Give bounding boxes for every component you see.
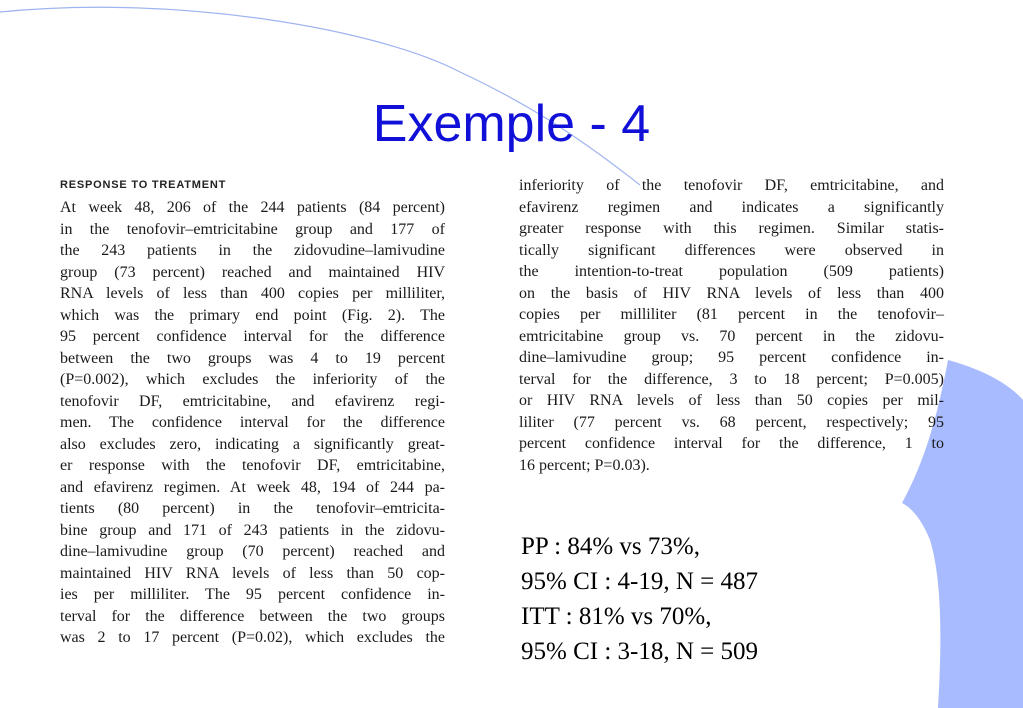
- text-line: men. The confidence interval for the difference: [60, 414, 445, 431]
- summary-line: ITT : 81% vs 70%,: [521, 603, 712, 630]
- summary-line: PP : 84% vs 73%,: [521, 533, 700, 560]
- text-line: the intention-to-treat population (509 patients): [519, 263, 944, 280]
- text-line: emtricitabine group vs. 70 percent in the zidovu-: [519, 327, 944, 345]
- text-line: dine–lamivudine group; 95 percent confidence in-: [519, 349, 944, 366]
- summary-line: 95% CI : 3-18, N = 509: [521, 638, 758, 665]
- text-line: on the basis of HIV RNA levels of less than 400: [519, 284, 944, 302]
- text-line: also excludes zero, indicating a significantly great-: [60, 435, 445, 453]
- text-line: (P=0.002), which excludes the inferiority of the: [60, 371, 445, 388]
- text-line: percent confidence interval for the difference, 1 to: [519, 435, 944, 452]
- text-line: tients (80 percent) in the tenofovir–emtricita-: [60, 500, 445, 517]
- text-line: which was the primary end point (Fig. 2). The: [60, 306, 445, 324]
- slide-title: Exemple - 4: [372, 95, 651, 153]
- text-line: between the two groups was 4 to 19 percent: [60, 349, 445, 367]
- summary-line: 95% CI : 4-19, N = 487: [521, 568, 758, 595]
- summary-block: [521, 529, 758, 669]
- text-line: terval for the difference, 3 to 18 percent; P=0.005): [519, 370, 944, 388]
- text-line: tenofovir DF, emtricitabine, and efavirenz regi-: [60, 392, 445, 410]
- text-line: RNA levels of less than 400 copies per milliliter,: [60, 285, 445, 302]
- text-line: group (73 percent) reached and maintained HIV: [60, 263, 445, 281]
- article-left-column: [60, 197, 445, 649]
- article-right-column: [519, 175, 944, 476]
- text-line: At week 48, 206 of the 244 patients (84 percent): [60, 199, 445, 216]
- text-line: liliter (77 percent vs. 68 percent, respectively; 95: [519, 413, 944, 431]
- text-line: maintained HIV RNA levels of less than 50 cop-: [60, 564, 445, 582]
- text-line: the 243 patients in the zidovudine–lamivudine: [60, 242, 445, 259]
- text-line: bine group and 171 of 243 patients in the zidovu-: [60, 521, 445, 539]
- text-line: or HIV RNA levels of less than 50 copies per mil-: [519, 392, 944, 409]
- text-line: in the tenofovir–emtricitabine group and 177 of: [60, 220, 445, 238]
- text-line: er response with the tenofovir DF, emtricitabine,: [60, 457, 445, 474]
- text-line: 16 percent; P=0.03).: [519, 456, 650, 474]
- text-line: efavirenz regimen and indicates a significantly: [519, 198, 944, 216]
- text-line: and efavirenz regimen. At week 48, 194 of 244 pa-: [60, 478, 445, 496]
- text-line: 95 percent confidence interval for the difference: [60, 328, 445, 345]
- text-line: greater response with this regimen. Similar statis-: [519, 220, 944, 237]
- text-line: terval for the difference between the two groups: [60, 607, 445, 625]
- text-line: was 2 to 17 percent (P=0.02), which excludes the: [60, 629, 445, 646]
- section-heading: RESPONSE TO TREATMENT: [60, 179, 227, 191]
- text-line: dine–lamivudine group (70 percent) reached and: [60, 543, 445, 560]
- text-line: inferiority of the tenofovir DF, emtricitabine, and: [519, 177, 944, 194]
- text-line: tically significant differences were observed in: [519, 241, 944, 259]
- text-line: copies per milliliter (81 percent in the tenofovir–: [519, 306, 944, 323]
- text-line: ies per milliliter. The 95 percent confidence in-: [60, 586, 445, 603]
